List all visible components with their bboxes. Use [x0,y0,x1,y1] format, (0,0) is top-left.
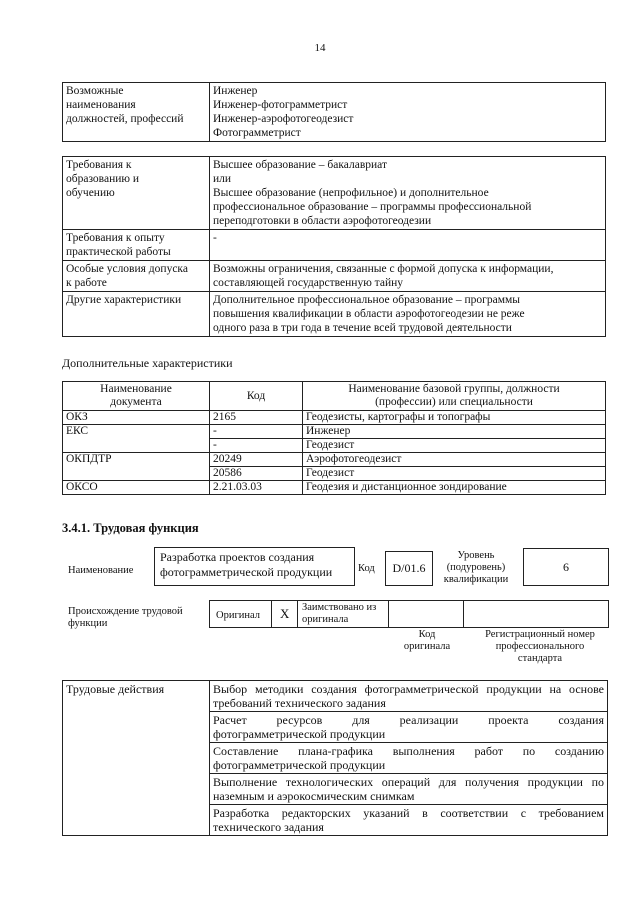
list-item: Расчет ресурсов для реализации проекта создания фотограмметрической продукции [210,712,608,743]
table-row: ЕКС - Инженер [63,425,606,439]
page-number: 14 [314,42,326,54]
positions-values: Инженер Инженер-фотограмметрист Инженер-аэрофотогеодезист Фотограмметрист [210,83,606,142]
positions-label: Возможные наименования должностей, профессий [63,83,210,142]
code-label: Код [358,563,375,574]
code-value: D/01.6 [385,551,433,586]
experience-value: - [210,230,606,261]
labor-actions-label: Трудовые действия [63,681,210,836]
table-row: - Геодезист [63,439,606,453]
registration-number-label: Регистрационный номер профессионального стандарта [485,629,595,664]
origin-label: Происхождение трудовой функции [68,606,183,629]
header-code: Код [210,382,303,411]
original-label: Оригинал [216,610,260,621]
labor-actions-table [62,680,608,836]
list-item: Составление плана-графика выполнения работ по созданию фотограмметрической продукции [210,743,608,774]
qualification-level-label: Уровень (подуровень) квалификации [443,550,509,585]
additional-characteristics-title: Дополнительные характеристики [62,356,233,370]
positions-table [62,82,606,142]
original-mark: X [280,606,290,621]
header-doc: Наименование документа [63,382,210,411]
function-name-box: Разработка проектов создания фотограмметрической продукции [154,547,355,586]
other-characteristics-value: Дополнительное профессиональное образование – программы повышения квалификации в области аэрофотогеодезии не реже одного раза в три года в течение всей трудовой деятельности [210,292,606,337]
list-item: Выполнение технологических операций для получения продукции по наземным и аэрокосмическим снимкам [210,774,608,805]
other-characteristics-label: Другие характеристики [63,292,210,337]
table-row: ОКСО 2.21.03.03 Геодезия и дистанционное зондирование [63,481,606,495]
table-row: ОКЗ 2165 Геодезисты, картографы и топографы [63,411,606,425]
special-conditions-label: Особые условия допуска к работе [63,261,210,292]
special-conditions-value: Возможны ограничения, связанные с формой допуска к информации, составляющей государственную тайну [210,261,606,292]
table-row: ОКПДТР 20249 Аэрофотогеодезист [63,453,606,467]
requirements-table [62,156,606,337]
function-name-label: Наименование [68,565,134,576]
labor-function-heading: 3.4.1. Трудовая функция [62,521,199,535]
qualification-level-value: 6 [523,548,609,586]
borrowed-label: Заимствовано из оригинала [302,602,377,625]
experience-label: Требования к опыту практической работы [63,230,210,261]
header-name: Наименование базовой группы, должности (профессии) или специальности [303,382,606,411]
origin-box [209,600,609,628]
list-item: Разработка редакторских указаний в соответствии с требованием технического задания [210,805,608,836]
education-value: Высшее образование – бакалавриат или Высшее образование (непрофильное) и дополнительное профессиональное образование – программы профессиональной переподготовки в области аэрофотогеодезии [210,157,606,230]
table-row: 20586 Геодезист [63,467,606,481]
education-label: Требования к образованию и обучению [63,157,210,230]
list-item: Выбор методики создания фотограмметрической продукции на основе требований технического задания [210,681,608,712]
origin-code-label: Код оригинала [403,629,451,652]
additional-characteristics-table [62,381,606,495]
